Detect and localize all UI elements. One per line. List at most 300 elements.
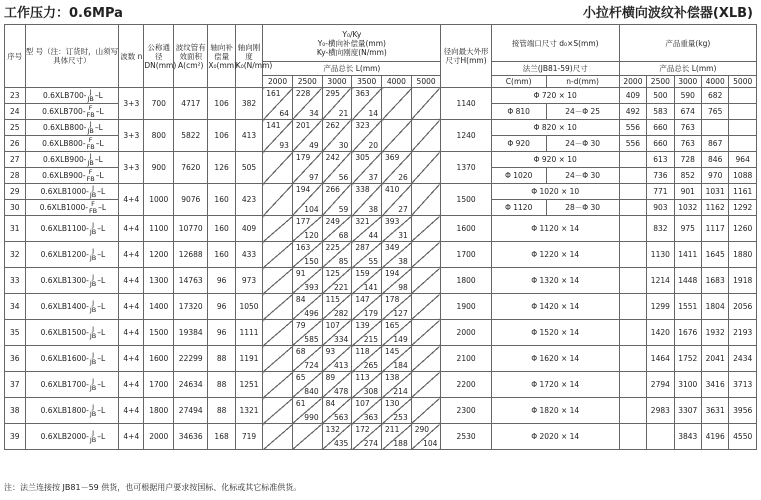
- row-lateral-cell: [411, 372, 441, 398]
- model-text: 0.6XLB1400-: [40, 301, 89, 311]
- lateral-stiff: 413: [334, 361, 349, 370]
- row-lateral-cell: [292, 398, 322, 424]
- row-area: 34636: [174, 424, 208, 450]
- model-text: 0.6XLB800-: [43, 122, 87, 132]
- lateral-comp: 163: [295, 243, 311, 252]
- row-pipe: Φ 1420 × 14: [491, 294, 619, 320]
- row-lateral-cell: [382, 152, 412, 184]
- model-suffix: [90, 300, 96, 314]
- row-flange-c: Φ 1120: [491, 200, 546, 216]
- model-text: 0.6XLB1200-: [40, 249, 89, 259]
- lateral-stiff: 282: [334, 309, 349, 318]
- model-text: 0.6XLB700-: [43, 90, 87, 100]
- row-lateral-cell: [382, 346, 412, 372]
- row-weight: 660: [647, 120, 674, 136]
- lateral-stiff: 990: [304, 413, 319, 422]
- row-weight: 492: [619, 104, 646, 120]
- row-lateral-cell: [322, 372, 352, 398]
- row-weight: 763: [674, 136, 701, 152]
- row-dn: 1700: [144, 372, 174, 398]
- row-axial-stiff: 1251: [235, 372, 262, 398]
- lateral-comp: 91: [295, 269, 306, 278]
- table-row: [5, 294, 757, 320]
- model-text: 0.6XLB1500-: [40, 327, 89, 337]
- row-lateral-cell: [411, 268, 441, 294]
- row-area: 7620: [174, 152, 208, 184]
- suffix-bottom: JB: [89, 227, 97, 236]
- col-seq: 序号: [5, 25, 26, 88]
- lateral-stiff: 179: [363, 309, 379, 318]
- row-lateral-cell: [382, 294, 412, 320]
- lateral-stiff: 120: [304, 231, 319, 240]
- row-waves: 3+3: [119, 88, 144, 120]
- row-seq: 35: [5, 320, 26, 346]
- suffix-bottom: JB: [89, 279, 97, 288]
- lateral-comp: 201: [295, 121, 311, 130]
- suffix-top: J: [89, 87, 92, 96]
- row-weight: [619, 424, 646, 450]
- row-lateral-cell: [292, 372, 322, 398]
- row-lateral-cell: [263, 424, 293, 450]
- row-lateral-cell: [382, 216, 412, 242]
- row-waves: 3+3: [119, 152, 144, 184]
- len-4000: 4000: [382, 76, 412, 88]
- suffix-top: J: [92, 350, 94, 359]
- row-pipe: Φ 720 × 10: [491, 88, 619, 104]
- row-lateral-cell: [322, 184, 352, 216]
- lateral-comp: 118: [355, 347, 370, 356]
- lateral-stiff: 563: [334, 413, 349, 422]
- footer-note: 注：法兰连接按 JB81－59 供货，也可根据用户要求按国标、化标或其它标准供货。: [4, 483, 302, 492]
- lateral-comp: 369: [385, 153, 400, 162]
- suffix-top: F: [91, 199, 95, 208]
- row-pipe: Φ 1620 × 14: [491, 346, 619, 372]
- row-axial-comp: 88: [208, 398, 235, 424]
- suffix-top: F: [88, 167, 93, 176]
- pressure-label: 工作压力：0.6MPa: [4, 6, 123, 21]
- row-area: 12688: [174, 242, 208, 268]
- row-lateral-cell: [382, 120, 412, 152]
- row-lateral-cell: [322, 346, 352, 372]
- table-row: [5, 398, 757, 424]
- lateral-stiff: 44: [368, 231, 379, 240]
- lateral-comp: 363: [355, 89, 370, 98]
- lateral-stiff: 27: [398, 205, 408, 214]
- row-lateral-cell: [411, 88, 441, 120]
- row-weight: 2434: [729, 346, 757, 372]
- row-lateral-cell: [263, 268, 293, 294]
- lateral-stiff: 334: [334, 335, 349, 344]
- row-lateral-cell: [263, 294, 293, 320]
- suffix-bottom: JB: [89, 435, 97, 444]
- col-area: 波纹管有效面积A(cm²): [174, 25, 208, 88]
- row-seq: 33: [5, 268, 26, 294]
- lateral-comp: 321: [355, 217, 370, 226]
- lateral-comp: 225: [325, 243, 340, 252]
- suffix-top: J: [92, 272, 94, 281]
- row-seq: 32: [5, 242, 26, 268]
- row-lateral-cell: [352, 184, 382, 216]
- row-axial-stiff: 433: [235, 242, 262, 268]
- row-pipe: Φ 1720 × 14: [491, 372, 619, 398]
- lateral-comp: 79: [295, 321, 306, 330]
- row-lateral-cell: [352, 294, 382, 320]
- lateral-comp: 165: [385, 321, 400, 330]
- row-weight: 1464: [647, 346, 674, 372]
- row-weight: 970: [701, 168, 728, 184]
- row-waves: 4+4: [119, 216, 144, 242]
- model-text: 0.6XLB1600-: [40, 353, 89, 363]
- row-outer: 1370: [441, 152, 491, 184]
- lateral-stiff: 149: [393, 335, 408, 344]
- row-axial-stiff: 1321: [235, 398, 262, 424]
- lateral-comp: 249: [325, 217, 340, 226]
- lateral-stiff: 308: [363, 387, 379, 396]
- row-lateral-cell: [411, 346, 441, 372]
- len-2500: 2500: [292, 76, 322, 88]
- model-suffix: [87, 105, 95, 119]
- suffix-top: J: [89, 119, 92, 128]
- row-model: 0.6XLB900- F FB –L: [25, 168, 119, 184]
- lateral-comp: 84: [325, 399, 336, 408]
- lateral-comp: 172: [355, 425, 370, 434]
- table-row: [5, 184, 757, 200]
- row-lateral-cell: [411, 320, 441, 346]
- lateral-comp: 177: [295, 217, 311, 226]
- row-axial-stiff: 382: [235, 88, 262, 120]
- row-weight: 975: [674, 216, 701, 242]
- row-weight: 1880: [729, 242, 757, 268]
- row-dn: 700: [144, 88, 174, 120]
- row-lateral-cell: [411, 242, 441, 268]
- row-axial-stiff: 409: [235, 216, 262, 242]
- model-suffix: [90, 352, 96, 366]
- suffix-bottom: FB: [86, 142, 95, 151]
- model-suffix: [87, 89, 93, 103]
- row-weight: 1645: [701, 242, 728, 268]
- model-suffix: [90, 222, 96, 236]
- row-lateral-cell: [263, 372, 293, 398]
- lateral-comp: 113: [355, 373, 370, 382]
- row-seq: 30: [5, 200, 26, 216]
- row-lateral-cell: [292, 120, 322, 152]
- lateral-stiff: 188: [393, 439, 408, 448]
- row-weight: 1932: [701, 320, 728, 346]
- row-lateral-cell: [263, 216, 293, 242]
- lateral-stiff: 496: [304, 309, 319, 318]
- row-area: 4717: [174, 88, 208, 120]
- row-model: 0.6XLB900- J JB –L: [25, 152, 119, 168]
- row-lateral-cell: [382, 372, 412, 398]
- row-weight: 1117: [701, 216, 728, 242]
- row-outer: 1500: [441, 184, 491, 216]
- lateral-comp: 290: [414, 425, 430, 434]
- lateral-comp: 179: [295, 153, 311, 162]
- row-dn: 1800: [144, 398, 174, 424]
- lateral-comp: 305: [355, 153, 370, 162]
- row-weight: [619, 294, 646, 320]
- lateral-stiff: 127: [393, 309, 408, 318]
- row-weight: 2041: [701, 346, 728, 372]
- row-lateral-cell: [263, 242, 293, 268]
- lateral-stiff: 253: [393, 413, 408, 422]
- row-lateral-cell: [411, 184, 441, 216]
- row-axial-stiff: 1191: [235, 346, 262, 372]
- row-weight: 2056: [729, 294, 757, 320]
- lateral-comp: 125: [325, 269, 340, 278]
- row-pipe: Φ 2020 × 14: [491, 424, 619, 450]
- wlen-2000: 2000: [619, 76, 646, 88]
- row-lateral-cell: [263, 346, 293, 372]
- lateral-stiff: 38: [398, 257, 408, 266]
- row-pipe: Φ 1020 × 10: [491, 184, 619, 200]
- row-lateral-cell: [352, 242, 382, 268]
- row-weight: 660: [647, 136, 674, 152]
- row-model: 0.6XLB1400- J JB –L: [25, 294, 119, 320]
- suffix-bottom: JB: [89, 383, 97, 392]
- lateral-stiff: 38: [368, 205, 379, 214]
- row-axial-comp: 160: [208, 216, 235, 242]
- lateral-stiff: 55: [368, 257, 379, 266]
- row-model: 0.6XLB700- J JB –L: [25, 88, 119, 104]
- row-outer: 1800: [441, 268, 491, 294]
- row-weight: [729, 88, 757, 104]
- row-weight: 1130: [647, 242, 674, 268]
- row-weight: 736: [647, 168, 674, 184]
- col-axial-stiff: 轴向刚度K₀(N/mm): [235, 25, 262, 88]
- lateral-stiff: 97: [309, 173, 319, 182]
- row-lateral-cell: [352, 152, 382, 184]
- lateral-stiff: 274: [363, 439, 379, 448]
- row-pipe: Φ 920 × 10: [491, 152, 619, 168]
- lateral-stiff: 104: [423, 439, 438, 448]
- row-axial-stiff: 505: [235, 152, 262, 184]
- model-suffix: [90, 378, 96, 392]
- lateral-stiff: 265: [363, 361, 379, 370]
- lateral-stiff: 150: [304, 257, 319, 266]
- model-suffix: [90, 326, 96, 340]
- row-lateral-cell: [292, 346, 322, 372]
- row-seq: 39: [5, 424, 26, 450]
- suffix-top: J: [92, 376, 94, 385]
- row-axial-comp: 160: [208, 242, 235, 268]
- row-weight: 1088: [729, 168, 757, 184]
- row-lateral-cell: [263, 320, 293, 346]
- suffix-bottom: JB: [87, 158, 94, 167]
- row-weight: 771: [647, 184, 674, 200]
- row-weight: 1918: [729, 268, 757, 294]
- row-pipe: Φ 1220 × 14: [491, 242, 619, 268]
- lateral-comp: 262: [325, 121, 340, 130]
- lateral-stiff: 31: [398, 231, 408, 240]
- lateral-stiff: 585: [304, 335, 319, 344]
- row-weight: 1683: [701, 268, 728, 294]
- model-suffix: [90, 185, 96, 199]
- lateral-stiff: 14: [368, 109, 379, 118]
- lateral-comp: 107: [325, 321, 340, 330]
- col-dn: 公称通径DN(mm): [144, 25, 174, 88]
- row-model: 0.6XLB700- F FB –L: [25, 104, 119, 120]
- len-label: 产品总长 L(mm): [263, 62, 441, 76]
- row-weight: 846: [701, 152, 728, 168]
- col-axial-comp: 轴向补偿量X₀(mm): [208, 25, 235, 88]
- row-axial-comp: 88: [208, 372, 235, 398]
- row-weight: [619, 168, 646, 184]
- row-weight: 1161: [729, 184, 757, 200]
- lateral-title: Y₀/Ky: [342, 29, 362, 39]
- row-lateral-cell: [322, 268, 352, 294]
- suffix-bottom: JB: [89, 305, 97, 314]
- row-lateral-cell: [322, 88, 352, 120]
- row-pipe: Φ 820 × 10: [491, 120, 619, 136]
- lateral-comp: 211: [385, 425, 400, 434]
- row-seq: 38: [5, 398, 26, 424]
- col-pipe: 接管端口尺寸 d₀×S(mm): [491, 25, 619, 62]
- row-weight: 964: [729, 152, 757, 168]
- row-area: 9076: [174, 184, 208, 216]
- row-lateral-cell: [322, 424, 352, 450]
- lateral-comp: 349: [385, 243, 400, 252]
- row-seq: 27: [5, 152, 26, 168]
- row-model: 0.6XLB1600- J JB –L: [25, 346, 119, 372]
- row-dn: 1300: [144, 268, 174, 294]
- row-weight: [729, 136, 757, 152]
- table-row: [5, 424, 757, 450]
- row-axial-stiff: 1111: [235, 320, 262, 346]
- row-weight: 765: [701, 104, 728, 120]
- model-suffix: [87, 153, 93, 167]
- suffix-top: F: [88, 135, 93, 144]
- lateral-stiff: 30: [338, 141, 349, 150]
- row-waves: 4+4: [119, 242, 144, 268]
- row-weight: 1676: [674, 320, 701, 346]
- lateral-stiff: 724: [304, 361, 319, 370]
- row-axial-comp: 160: [208, 184, 235, 216]
- suffix-bottom: FB: [86, 174, 95, 183]
- col-outer: 径向最大外形尺寸H(mm): [441, 25, 491, 88]
- row-dn: 1100: [144, 216, 174, 242]
- row-weight: 1752: [674, 346, 701, 372]
- lateral-comp: 323: [355, 121, 370, 130]
- lateral-comp: 338: [355, 185, 370, 194]
- suffix-top: J: [92, 220, 94, 229]
- row-weight: 1420: [647, 320, 674, 346]
- row-weight: 1551: [674, 294, 701, 320]
- row-lateral-cell: [292, 424, 322, 450]
- row-waves: 4+4: [119, 268, 144, 294]
- row-area: 27494: [174, 398, 208, 424]
- lateral-comp: 93: [325, 347, 336, 356]
- row-axial-stiff: 1050: [235, 294, 262, 320]
- table-row: [5, 268, 757, 294]
- lateral-stiff: 435: [334, 439, 349, 448]
- lateral-comp: 266: [325, 185, 340, 194]
- lateral-stiff: 34: [309, 109, 319, 118]
- row-weight: 674: [674, 104, 701, 120]
- row-lateral-cell: [382, 268, 412, 294]
- row-lateral-cell: [411, 424, 441, 450]
- row-lateral-cell: [352, 398, 382, 424]
- table-row: [5, 242, 757, 268]
- row-lateral-cell: [382, 398, 412, 424]
- lateral-comp: 159: [355, 269, 370, 278]
- row-area: 14763: [174, 268, 208, 294]
- suffix-bottom: JB: [89, 409, 97, 418]
- row-weight: [619, 268, 646, 294]
- model-suffix: [90, 404, 96, 418]
- row-lateral-cell: [352, 424, 382, 450]
- row-weight: 3713: [729, 372, 757, 398]
- row-lateral-cell: [263, 398, 293, 424]
- table-row: [5, 152, 757, 168]
- row-axial-comp: 96: [208, 320, 235, 346]
- model-text: 0.6XLB1300-: [40, 275, 89, 285]
- len-2000: 2000: [263, 76, 293, 88]
- lateral-comp: 178: [385, 295, 400, 304]
- row-flange-c: Φ 920: [491, 136, 546, 152]
- col-lateral: [263, 25, 441, 62]
- table-row: [5, 372, 757, 398]
- suffix-bottom: JB: [87, 94, 94, 103]
- row-lateral-cell: [263, 120, 293, 152]
- model-suffix: [87, 137, 95, 151]
- suffix-bottom: FB: [88, 206, 98, 215]
- row-outer: 2530: [441, 424, 491, 450]
- lateral-stiff: 64: [279, 109, 289, 118]
- suffix-bottom: JB: [89, 190, 97, 199]
- row-weight: 409: [619, 88, 646, 104]
- suffix-top: J: [92, 402, 94, 411]
- row-axial-stiff: 423: [235, 184, 262, 216]
- row-seq: 25: [5, 120, 26, 136]
- len-3500: 3500: [352, 76, 382, 88]
- lateral-stiff: 21: [338, 109, 349, 118]
- row-lateral-cell: [263, 88, 293, 120]
- row-waves: 4+4: [119, 320, 144, 346]
- row-area: 22299: [174, 346, 208, 372]
- row-flange-nd: 24－Φ 30: [546, 136, 619, 152]
- lateral-comp: 107: [355, 399, 370, 408]
- row-model: 0.6XLB1500- J JB –L: [25, 320, 119, 346]
- row-outer: 2100: [441, 346, 491, 372]
- row-weight: 4196: [701, 424, 728, 450]
- row-weight: 3416: [701, 372, 728, 398]
- row-lateral-cell: [292, 294, 322, 320]
- model-suffix: [87, 169, 95, 183]
- row-axial-comp: 96: [208, 294, 235, 320]
- model-text: 0.6XLB700-: [42, 106, 86, 116]
- weight-len-label: 产品总长 L(mm): [619, 62, 756, 76]
- row-weight: 1032: [674, 200, 701, 216]
- row-lateral-cell: [352, 268, 382, 294]
- row-seq: 29: [5, 184, 26, 200]
- row-weight: 852: [674, 168, 701, 184]
- row-lateral-cell: [352, 346, 382, 372]
- lateral-stiff: 56: [338, 173, 349, 182]
- lateral-comp: 139: [355, 321, 370, 330]
- row-dn: 1400: [144, 294, 174, 320]
- row-weight: [729, 120, 757, 136]
- row-lateral-cell: [292, 320, 322, 346]
- lateral-stiff: 20: [368, 141, 379, 150]
- wlen-2500: 2500: [647, 76, 674, 88]
- lateral-stiff: 393: [304, 283, 319, 292]
- row-weight: 583: [647, 104, 674, 120]
- row-seq: 24: [5, 104, 26, 120]
- lateral-stiff: 478: [334, 387, 349, 396]
- row-weight: 1292: [729, 200, 757, 216]
- lateral-comp: 287: [355, 243, 370, 252]
